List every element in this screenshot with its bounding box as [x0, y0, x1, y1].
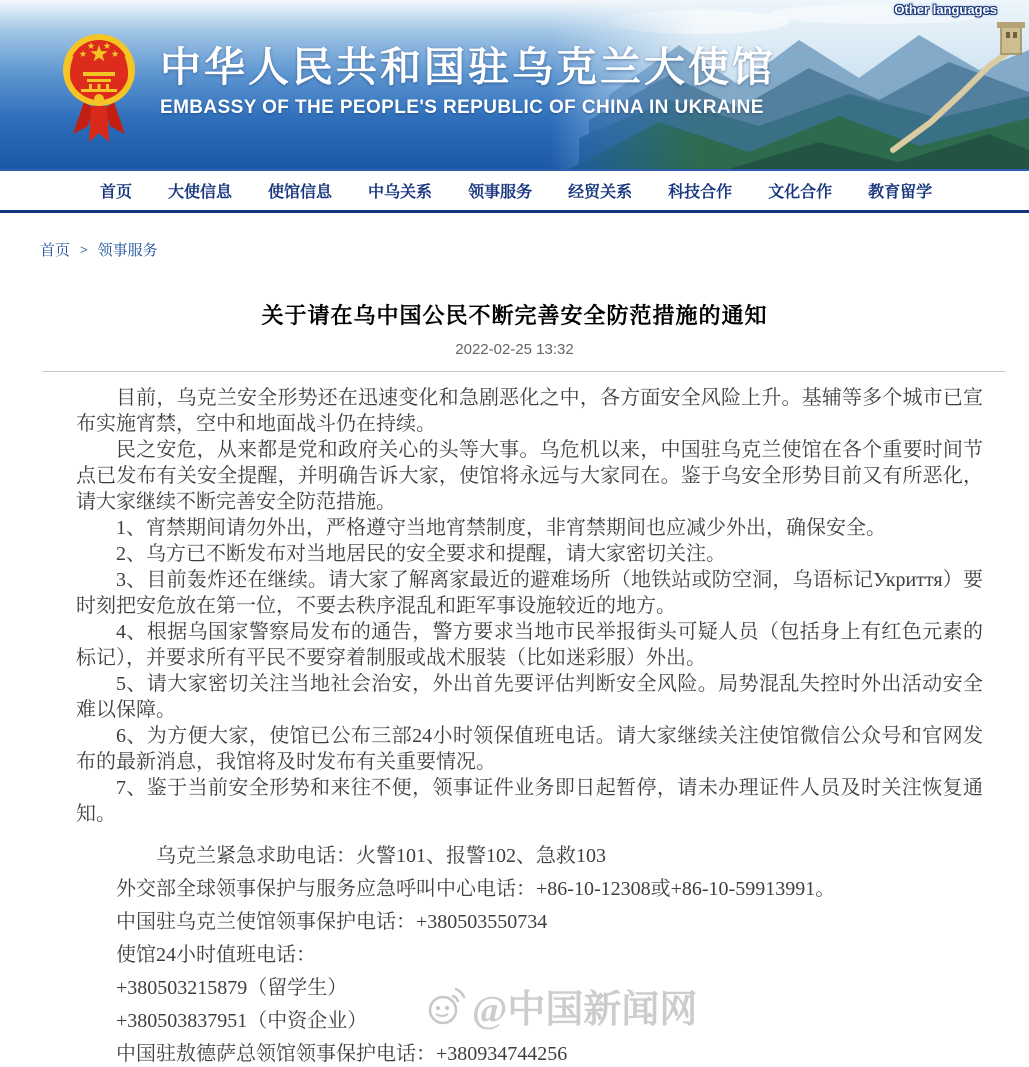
other-languages-link[interactable]: Other languages: [894, 2, 997, 17]
nav-item-8[interactable]: 文化合作: [768, 184, 833, 201]
article-title: 关于请在乌中国公民不断完善安全防范措施的通知: [261, 303, 768, 328]
nav-item-7[interactable]: 科技合作: [668, 184, 733, 201]
article-paragraph: 1、宵禁期间请勿外出，严格遵守当地宵禁制度，非宵禁期间也应减少外出，确保安全。: [116, 516, 886, 539]
article-date: 2022-02-25 13:32: [455, 340, 574, 358]
nav-item-3[interactable]: 使馆信息: [268, 184, 333, 201]
nav-item-6[interactable]: 经贸关系: [568, 184, 633, 201]
article-paragraph: 5、请大家密切关注当地社会治安，外出首先要评估判断安全风险。局势混乱失控时外出活动安全难以保障。: [76, 672, 983, 721]
site-banner: [0, 0, 1029, 169]
embassy-title-english: EMBASSY OF THE PEOPLE'S REPUBLIC OF CHINA IN UKRAINE: [160, 97, 764, 119]
nav-item-5[interactable]: 领事服务: [468, 184, 533, 201]
article-paragraph: 7、鉴于当前安全形势和来往不便，领事证件业务即日起暂停，请未办理证件人员及时关注恢复通知。: [76, 776, 983, 825]
article-paragraph: 3、目前轰炸还在继续。请大家了解离家最近的避难场所（地铁站或防空洞，乌语标记Укриття）要时刻把安危放在第一位，不要去秩序混乱和距军事设施较近的地方。: [76, 568, 983, 617]
title-divider: [42, 371, 1005, 372]
contact-line: 外交部全球领事保护与服务应急呼叫中心电话：+86-10-12308或+86-10-59913991。: [116, 877, 836, 900]
nav-item-4[interactable]: 中乌关系: [368, 184, 433, 201]
contact-line: +380503215879（留学生）: [116, 976, 348, 999]
contact-line: +380503837951（中资企业）: [116, 1009, 368, 1032]
article-paragraph: 民之安危，从来都是党和政府关心的头等大事。乌危机以来，中国驻乌克兰使馆在各个重要时间节点已发布有关安全提醒，并明确告诉大家，使馆将永远与大家同在。鉴于乌安全形势目前又有所恶化，请大家继续不断完善安全防范措施。: [76, 438, 983, 513]
breadcrumb-separator: >: [80, 242, 88, 257]
article-paragraph: 2、乌方已不断发布对当地居民的安全要求和提醒，请大家密切关注。: [116, 542, 726, 565]
breadcrumb-current-link[interactable]: 领事服务: [97, 242, 158, 259]
article-paragraph: 目前，乌克兰安全形势还在迅速变化和急剧恶化之中，各方面安全风险上升。基辅等多个城市已宣布实施宵禁，空中和地面战斗仍在持续。: [76, 386, 983, 435]
nav-item-9[interactable]: 教育留学: [868, 184, 933, 201]
watermark-text: @中国新闻网: [472, 989, 698, 1031]
nav-item-1[interactable]: 首页: [100, 184, 133, 201]
article-paragraph: 4、根据乌国家警察局发布的通告，警方要求当地市民举报街头可疑人员（包括身上有红色元素的标记），并要求所有平民不要穿着制服或战术服装（比如迷彩服）外出。: [76, 620, 983, 669]
contact-line: 使馆24小时值班电话：: [116, 943, 316, 966]
article: [0, 302, 1029, 1067]
breadcrumb: [40, 239, 1029, 260]
embassy-title-chinese: 中华人民共和国驻乌克兰大使馆: [160, 44, 776, 90]
contact-line: 乌克兰紧急求助电话：火警101、报警102、急救103: [156, 844, 606, 867]
breadcrumb-home-link[interactable]: 首页: [40, 242, 71, 259]
contact-line: 中国驻敖德萨总领馆领事保护电话：+380934744256: [116, 1042, 568, 1065]
contact-section: [76, 843, 983, 1067]
contact-line: 中国驻乌克兰使馆领事保护电话：+380503550734: [116, 910, 548, 933]
main-nav: [0, 169, 1029, 213]
article-paragraph: 6、为方便大家，使馆已公布三部24小时领保值班电话。请大家继续关注使馆微信公众号和官网发布的最新消息，我馆将及时发布有关重要情况。: [76, 724, 983, 773]
nav-item-2[interactable]: 大使信息: [168, 184, 233, 201]
banner-identity: [58, 28, 776, 148]
article-body: [76, 385, 983, 827]
national-emblem-icon: [58, 28, 140, 148]
